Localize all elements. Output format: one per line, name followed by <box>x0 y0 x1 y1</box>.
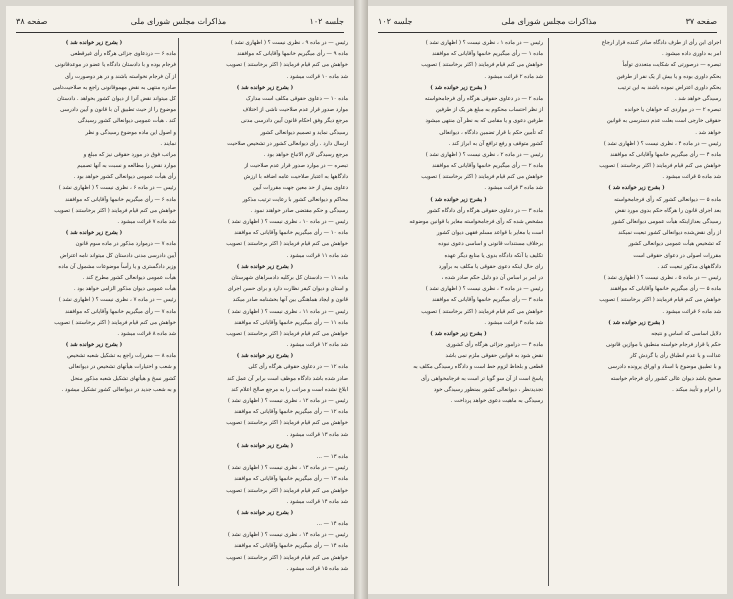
right-page-header-rule <box>378 32 717 33</box>
text-line: ماده ۲ — رأی میگیریم خانمها وآقایانی که موافقند <box>432 163 543 170</box>
text-line: و استان و دیوان کیفر نظارت دارد و برای حسن اجرای <box>227 286 348 293</box>
text-line: ماده ۹ — رأی میگیریم خانمها وآقایانی که موافقند <box>237 51 348 58</box>
text-line: امر به داوری داده میشود . <box>662 51 721 58</box>
text-line: تکلیف یا آنکه دادگاه بدوی یا منابع دیگر عهده <box>444 252 543 259</box>
text-line: ماده ۴ — درامور جزائی هرگاه رأی کشوری <box>446 342 543 349</box>
left-page-header <box>16 14 344 28</box>
text-line: ماده ۲ — در دعاوی حقوقی هرگاه رأی فرجامخواسته <box>424 95 543 102</box>
text-line: بحکم داوری بوده و یا بیش از یک نفر از طرفین <box>616 73 721 80</box>
text-line: خواهش می کنم قیام فرمایند ( اکثر برخاستند ) تصویب <box>599 297 721 304</box>
text-line: رأی هیأت عمومی دیوانعالی کشور خواهد بود . <box>73 174 176 181</box>
text-line: دادگاههای مذکور تبعیت کند . <box>657 263 721 270</box>
right-page-running-title: مذاکرات مجلس شورای ملی <box>501 16 597 26</box>
text-line: خواهش می کنم قیام فرمایند ( اکثر برخاستند ) تصویب <box>226 487 348 494</box>
text-line: ماده ۳ — رأی میگیریم خانمها وآقایانی که موافقند <box>432 297 543 304</box>
text-line: رئیس — در ماده ۱۳ ، نظری نیست ؟ ( اظهاری نشد ) <box>227 465 348 472</box>
text-line: را ابرام و تأیید میکند . <box>672 386 721 393</box>
left-page <box>6 6 354 594</box>
text-line: عدالت و یا عدم انطباق رأی یا گردش کار <box>630 353 721 360</box>
text-line: قانون و ایجاد هماهنگی بین آنها بخشنامه صادر میکند <box>232 297 348 304</box>
text-line: ماده ۱۳ — ... <box>316 453 348 460</box>
text-line: ( بشرح زیر خوانده شد ) <box>608 185 665 192</box>
text-line: ابلاغ نشده است و مراتب را به مرجع صالح اعلام کند <box>231 386 348 393</box>
text-line: شد ماده ۸ قرائت میشود . <box>117 330 176 337</box>
text-line: شد ماده ۱۲ قرائت میشود . <box>286 342 348 349</box>
text-line: ( بشرح زیر خوانده شد ) <box>608 319 665 326</box>
text-line: مشخص شده که رأی فرجامخواسته مغایر با قوانین موضوعه <box>409 219 543 225</box>
right-page-right-column <box>552 38 721 586</box>
text-line: اجرای این رأی از طرف دادگاه صادر کننده قرار ارجاع <box>601 40 721 46</box>
text-line: حکم یا قرار فرجام خواسته منطبق با موازین قانونی <box>606 342 721 349</box>
text-line: رئیس — در ماده ۴ ، نظری نیست ؟ ( اظهاری نشد ) <box>603 140 721 147</box>
text-line: خواهش می کنم قیام فرمایند ( اکثر برخاستند ) تصویب <box>421 174 543 181</box>
left-page-right-column <box>182 38 348 586</box>
text-line: رئیس — در ماده ۱۰ ، نظری نیست ؟ ( اظهاری نشد ) <box>227 219 348 225</box>
text-line: رسیدگی و حکم مقتضی صادر خواهند نمود . <box>250 207 348 214</box>
text-line: ماده ۳ — در دعاوی حقوقی هرگاه رأی دادگاه کشور <box>427 207 543 214</box>
text-line: بحکم داوری اعتراض نموده باشند به این ترتیب <box>617 84 721 91</box>
text-line: شد ماده ۱۵ قرائت میشود . <box>286 565 348 572</box>
text-line: شد ماده ۵ قرائت میشود . <box>662 174 721 181</box>
text-line: و اصول این ماده موضوع رسیدگی و نظر <box>85 129 176 136</box>
left-page-running-title: مذاکرات مجلس شورای ملی <box>130 16 227 26</box>
text-line: ماده ۶ — دردعاوی جزائی هرگاه رأی غیرقطعی <box>70 51 176 58</box>
text-line: و شعب و اختیارات هیأتهای تشخیص در دیوانعالی <box>68 364 176 371</box>
text-line: ماده ۷ — رأی میگیریم خانمها وآقایانی که موافقند <box>65 308 176 315</box>
text-line: ( بشرح زیر خوانده شد ) <box>65 230 123 237</box>
text-line: خواهش می کنم قیام فرمایند ( اکثر برخاستند ) تصویب <box>226 241 348 248</box>
text-line: رای حال اینکه دعوی حقوقی یا مکلف به برآورد <box>438 263 543 270</box>
text-line: نمایند . <box>160 140 176 147</box>
text-line: نقض شود به قوانین حقوقی ملزم نمی باشد <box>445 353 543 360</box>
text-line: ( بشرح زیر خوانده شد ) <box>65 40 123 46</box>
text-line: شد ماده ۱۴ قرائت میشود . <box>286 498 348 505</box>
text-line: آیین دادرسی مدنی دادستان کل میتواند نامه اعتراض <box>59 252 176 259</box>
right-page-number: صفحه ۳۷ <box>685 16 717 26</box>
text-line: رئیس — در ماده ۹ ، نظری نیست ؟ ( اظهاری نشد ) <box>230 40 348 46</box>
text-line: رئیس — در ماده ۱۲ ، نظری نیست ؟ ( اظهاری نشد ) <box>227 398 348 404</box>
text-line: خواهش می کنم قیام فرمایند ( اکثر برخاستند ) تصویب <box>226 554 348 561</box>
text-line: در امر بر اساس آن دو دلیل حکم صادر شده ، <box>441 274 543 281</box>
left-page-header-rule <box>16 32 344 33</box>
text-line: ( بشرح زیر خوانده شد ) <box>430 196 487 203</box>
left-page-session: جلسه ۱۰۲ <box>309 16 344 26</box>
text-line: رئیس — در ماده ۳ ، نظری نیست ؟ ( اظهاری نشد ) <box>425 286 543 293</box>
right-page-session: جلسه ۱۰۲ <box>378 16 413 26</box>
text-line: ( بشرح زیر خوانده شد ) <box>236 263 294 270</box>
text-line: حقوقی خارجی است بعلت عدم دسترسی به قوانین <box>606 118 721 125</box>
text-line: ( بشرح زیر خوانده شد ) <box>430 84 487 91</box>
text-line: ماده ۱۲ — رأی میگیریم خانمها وآقایانی که موافقند <box>234 409 348 416</box>
right-page-left-column <box>374 38 543 586</box>
text-line: شد ماده ۶ قرائت میشود . <box>662 308 721 315</box>
text-line: مراتب فوق در مورد حقوقی نیز که مبلغ و <box>83 151 176 158</box>
text-line: ماده ۱۴ — ... <box>316 521 348 528</box>
left-page-number: صفحه ۳۸ <box>16 16 48 26</box>
text-line: ( بشرح زیر خوانده شد ) <box>236 84 294 91</box>
text-line: ارسال دارد . رأی دیوانعالی کشور در تشخیص صلاحیت <box>227 140 348 147</box>
text-line: خواهد شد . <box>695 129 721 136</box>
text-line: رئیس — در ماده ۷ ، نظری نیست ؟ ( اظهاری نشد ) <box>58 297 176 304</box>
text-line: هیأت عمومی دیوانعالی کشور مطرح کند . <box>82 274 176 281</box>
text-line: شد ماده ۱۳ قرائت میشود . <box>286 431 348 438</box>
text-line: مرجع دیگر وفق احکام قانون آیین دادرسی مدنی <box>240 118 348 125</box>
text-line: رسیدگی بعدازاینکه هیأت عمومی دیوانعالی کشور <box>611 219 721 225</box>
text-line: پاسخ است از آن سو گویا تر است به فرجامخواهی رأی <box>421 375 543 382</box>
text-line: ماده ۵ — رأی میگیریم خانمها وآقایانی که موافقند <box>610 286 721 293</box>
text-line: از آن فرجام نخواسته باشند و در هر دوصورت رأی <box>64 73 176 80</box>
text-line: موارد صدور قرار عدم صلاحیت ناشی از اختلاف <box>242 107 348 114</box>
text-line: ماده ۱۰ — رأی میگیریم خانمها وآقایانی که موافقند <box>234 230 348 237</box>
text-line: موضوع را از حیث تطبیق آن با قانون و آیین دادرسی <box>60 107 176 114</box>
text-line: و با تطبیق موضوع با اسناد و اوراق پرونده دادرسی <box>607 364 721 371</box>
text-line: ماده ۱ — رأی میگیریم خانمها وآقایانی که موافقند <box>432 51 543 58</box>
text-line: تبصره — درصورتی که شکایت متعددی توأماً <box>622 62 721 69</box>
text-line: خواهش می کنم قیام فرمایند ( اکثر برخاستند ) تصویب <box>54 319 176 326</box>
text-line: رئیس — در ماده ۶ ، نظری نیست ؟ ( اظهاری نشد ) <box>58 185 176 192</box>
text-line: ( بشرح زیر خوانده شد ) <box>236 353 294 360</box>
text-line: رئیس — در ماده ۱ ، نظری نیست ؟ ( اظهاری نشد ) <box>425 40 543 46</box>
text-line: خواهش می کنم قیام فرمایند ( اکثر برخاستند ) تصویب <box>421 62 543 69</box>
text-line: صحیح باشد دیوان عالی کشور رأی فرجام خواسته <box>610 375 721 382</box>
text-line: و به شعب جدید در دیوانعالی کشور تشکیل میشود . <box>61 386 176 393</box>
left-page-left-column <box>12 38 176 586</box>
text-line: تبصره — در موارد صدور قرار عدم صلاحیت از <box>244 163 348 170</box>
text-line: ماده ۱۰ — دعاوی حقوقی مکلف است مدارک <box>245 95 348 102</box>
text-line: وزیر دادگستری و یا رأساً موضوعات مشمول آن ماده <box>58 263 176 270</box>
right-page-header <box>378 14 717 28</box>
text-line: ماده ۴ — رأی میگیریم خانمها وآقایانی که موافقند <box>610 151 721 158</box>
text-line: از رأی نقض‌شده دیوانعالی کشور تبعیت نمیکند <box>618 230 721 237</box>
text-line: کند . هیأت عمومی دیوانعالی کشور رسیدگی <box>77 118 176 125</box>
text-line: کل میتواند نقض آنرا از دیوان کشور بخواهد . دادستان <box>57 95 176 102</box>
text-line: است یا مغایر با قواعد مسلم فقهی دیوان کشور <box>436 230 543 237</box>
text-line: رسیدگی نماید و تصمیم دیوانعالی کشور <box>260 129 348 136</box>
text-line: ماده ۱۴ — رأی میگیریم خانمها وآقایانی که موافقند <box>234 543 348 550</box>
text-line: شد ماده ۳ قرائت میشود . <box>484 185 543 192</box>
text-line: ماده ۶ — رأی میگیریم خانمها وآقایانی که موافقند <box>65 196 176 203</box>
text-line: که تأمین حکم با قرار تضمین دادگاه ، دیوانعالی <box>439 129 543 136</box>
text-line: ماده ۱۲ — در دعاوی حقوقی هرگاه رأی کلی <box>248 364 348 371</box>
text-line: شد ماده ۱۰ قرائت میشود . <box>286 73 348 80</box>
text-line: رسیدگی به ماهیت دعوی خواهد پرداخت . <box>450 398 543 404</box>
text-line: مقررات اصولی در دعوای حقوقی است <box>633 252 721 259</box>
book-gutter <box>354 0 368 599</box>
text-line: خواهش می کنم قیام فرمایند ( اکثر برخاستند ) تصویب <box>226 420 348 427</box>
text-line: دلایل اساسی که اساس و نتیجه <box>651 330 721 337</box>
right-page <box>368 6 727 594</box>
text-line: کشور متوقف و رفع ترافع آن به ابراز کند . <box>448 140 543 147</box>
text-line: خواهش می کنم قیام فرمایند ( اکثر برخاستند ) تصویب <box>226 62 348 69</box>
text-line: ماده ۵ — دیوانعالی کشور که رأی فرجامخواسته <box>614 196 721 203</box>
text-line: که تشخیص هیأت عمومی دیوانعالی کشور <box>628 241 721 248</box>
text-line: خواهش می کنم قیام فرمایند ( اکثر برخاستند ) تصویب <box>226 330 348 337</box>
text-line: از نظر احتساب محکوم به مبلغ هر یک از طرفین <box>435 107 543 114</box>
text-line: خواهش می کنم قیام فرمایند ( اکثر برخاستند ) تصویب <box>54 207 176 214</box>
text-line: ( بشرح زیر خوانده شد ) <box>236 509 294 516</box>
text-line: شد ماده ۲ قرائت میشود . <box>484 73 543 80</box>
text-line: تبصره ۲ — در مواردی که خواهان یا خوانده <box>624 107 721 114</box>
text-line: رئیس — در ماده ۱۱ ، نظری نیست ؟ ( اظهاری نشد ) <box>227 308 348 315</box>
text-line: خواهش می کنم قیام فرمایند ( اکثر برخاستند ) تصویب <box>421 308 543 315</box>
text-line: ( بشرح زیر خوانده شد ) <box>65 342 123 349</box>
text-line: قطعی و بلحاظ لزوم خط است و دادگاه رسیدگی مکلف به <box>413 364 543 371</box>
text-line: طرفین دعوی و یا مقامی که به نظر آن منتهی میشود <box>425 118 543 125</box>
text-line: صادر شده باشد دادگاه موظف است برابر آن عمل کند <box>227 375 348 382</box>
text-line: ( بشرح زیر خوانده شد ) <box>430 330 487 337</box>
text-line: دعاوی بیش از حد معین جهت مقررات آیین <box>252 185 348 192</box>
right-page-column-divider <box>548 38 549 586</box>
text-line: رئیس — در ماده ۲ ، نظری نیست ؟ ( اظهاری نشد ) <box>425 151 543 158</box>
text-line: رسیدگی خواهد شد . <box>674 95 721 102</box>
text-line: رئیس — در ماده ۵ ، نظری نیست ؟ ( اظهاری نشد ) <box>603 274 721 281</box>
text-line: تجدیدنظر ، دیوانعالی کشور بمنظور رسیدگی خود <box>433 386 543 393</box>
text-line: شد ماده ۷ قرائت میشود . <box>117 219 176 225</box>
text-line: دادگاهها به اعتبار صلاحیت عامه اضافه با ارزش <box>243 174 348 181</box>
text-line: فرجام بوده و با دادستان دادگاه یا عضو در موعدقانونی <box>55 62 176 69</box>
text-line: محاکم و دیوانعالی کشور با رعایت ترتیب مذکور <box>242 196 348 203</box>
text-line: ماده ۷ — درموارد مذکور در ماده سوم قانون <box>75 241 176 248</box>
text-line: کشور نسخ و هیأتهای تشکیل شعبه مذکور منحل <box>70 375 176 382</box>
text-line: رئیس — در ماده ۱۴ ، نظری نیست ؟ ( اظهاری نشد ) <box>227 532 348 539</box>
text-line: شد ماده ۱۱ قرائت میشود . <box>286 252 348 259</box>
text-line: ( بشرح زیر خوانده شد ) <box>236 442 294 449</box>
text-line: برخلاف مستندات قانونی و اساسی دعوی نبوده <box>438 241 543 248</box>
text-line: خواهش می کنم قیام فرمایند ( اکثر برخاستند ) تصویب <box>599 163 721 170</box>
text-line: هیأت عمومی دیوان مذکور الزامی خواهد بود . <box>73 286 176 293</box>
text-line: شد ماده ۴ قرائت میشود . <box>484 319 543 326</box>
text-line: مرجع رسیدگی لازم الاتباع خواهد بود . <box>263 151 348 158</box>
text-line: صادره منتهی به نقض مهموقانونی راجع به صلاحیت‌تامی <box>52 84 176 91</box>
text-line: ماده ۱۱ — رأی میگیریم خانمها وآقایانی که موافقند <box>234 319 348 326</box>
text-line: ماده ۱۱ — دادستان کل برکلیه دادسراهای شهرستان <box>231 274 348 281</box>
text-line: ماده ۸ — مقررات راجع به تشکیل شعبه تشخیص <box>67 353 176 360</box>
text-line: موارد نقض را مطالعه و نسبت به آنها تصمیم <box>77 163 176 170</box>
left-page-column-divider <box>178 38 179 586</box>
text-line: بعد اجرای قانون را هرگاه حکم بدوی مورد نقض <box>614 207 721 214</box>
text-line: ماده ۱۳ — رأی میگیریم خانمها وآقایانی که موافقند <box>234 476 348 483</box>
